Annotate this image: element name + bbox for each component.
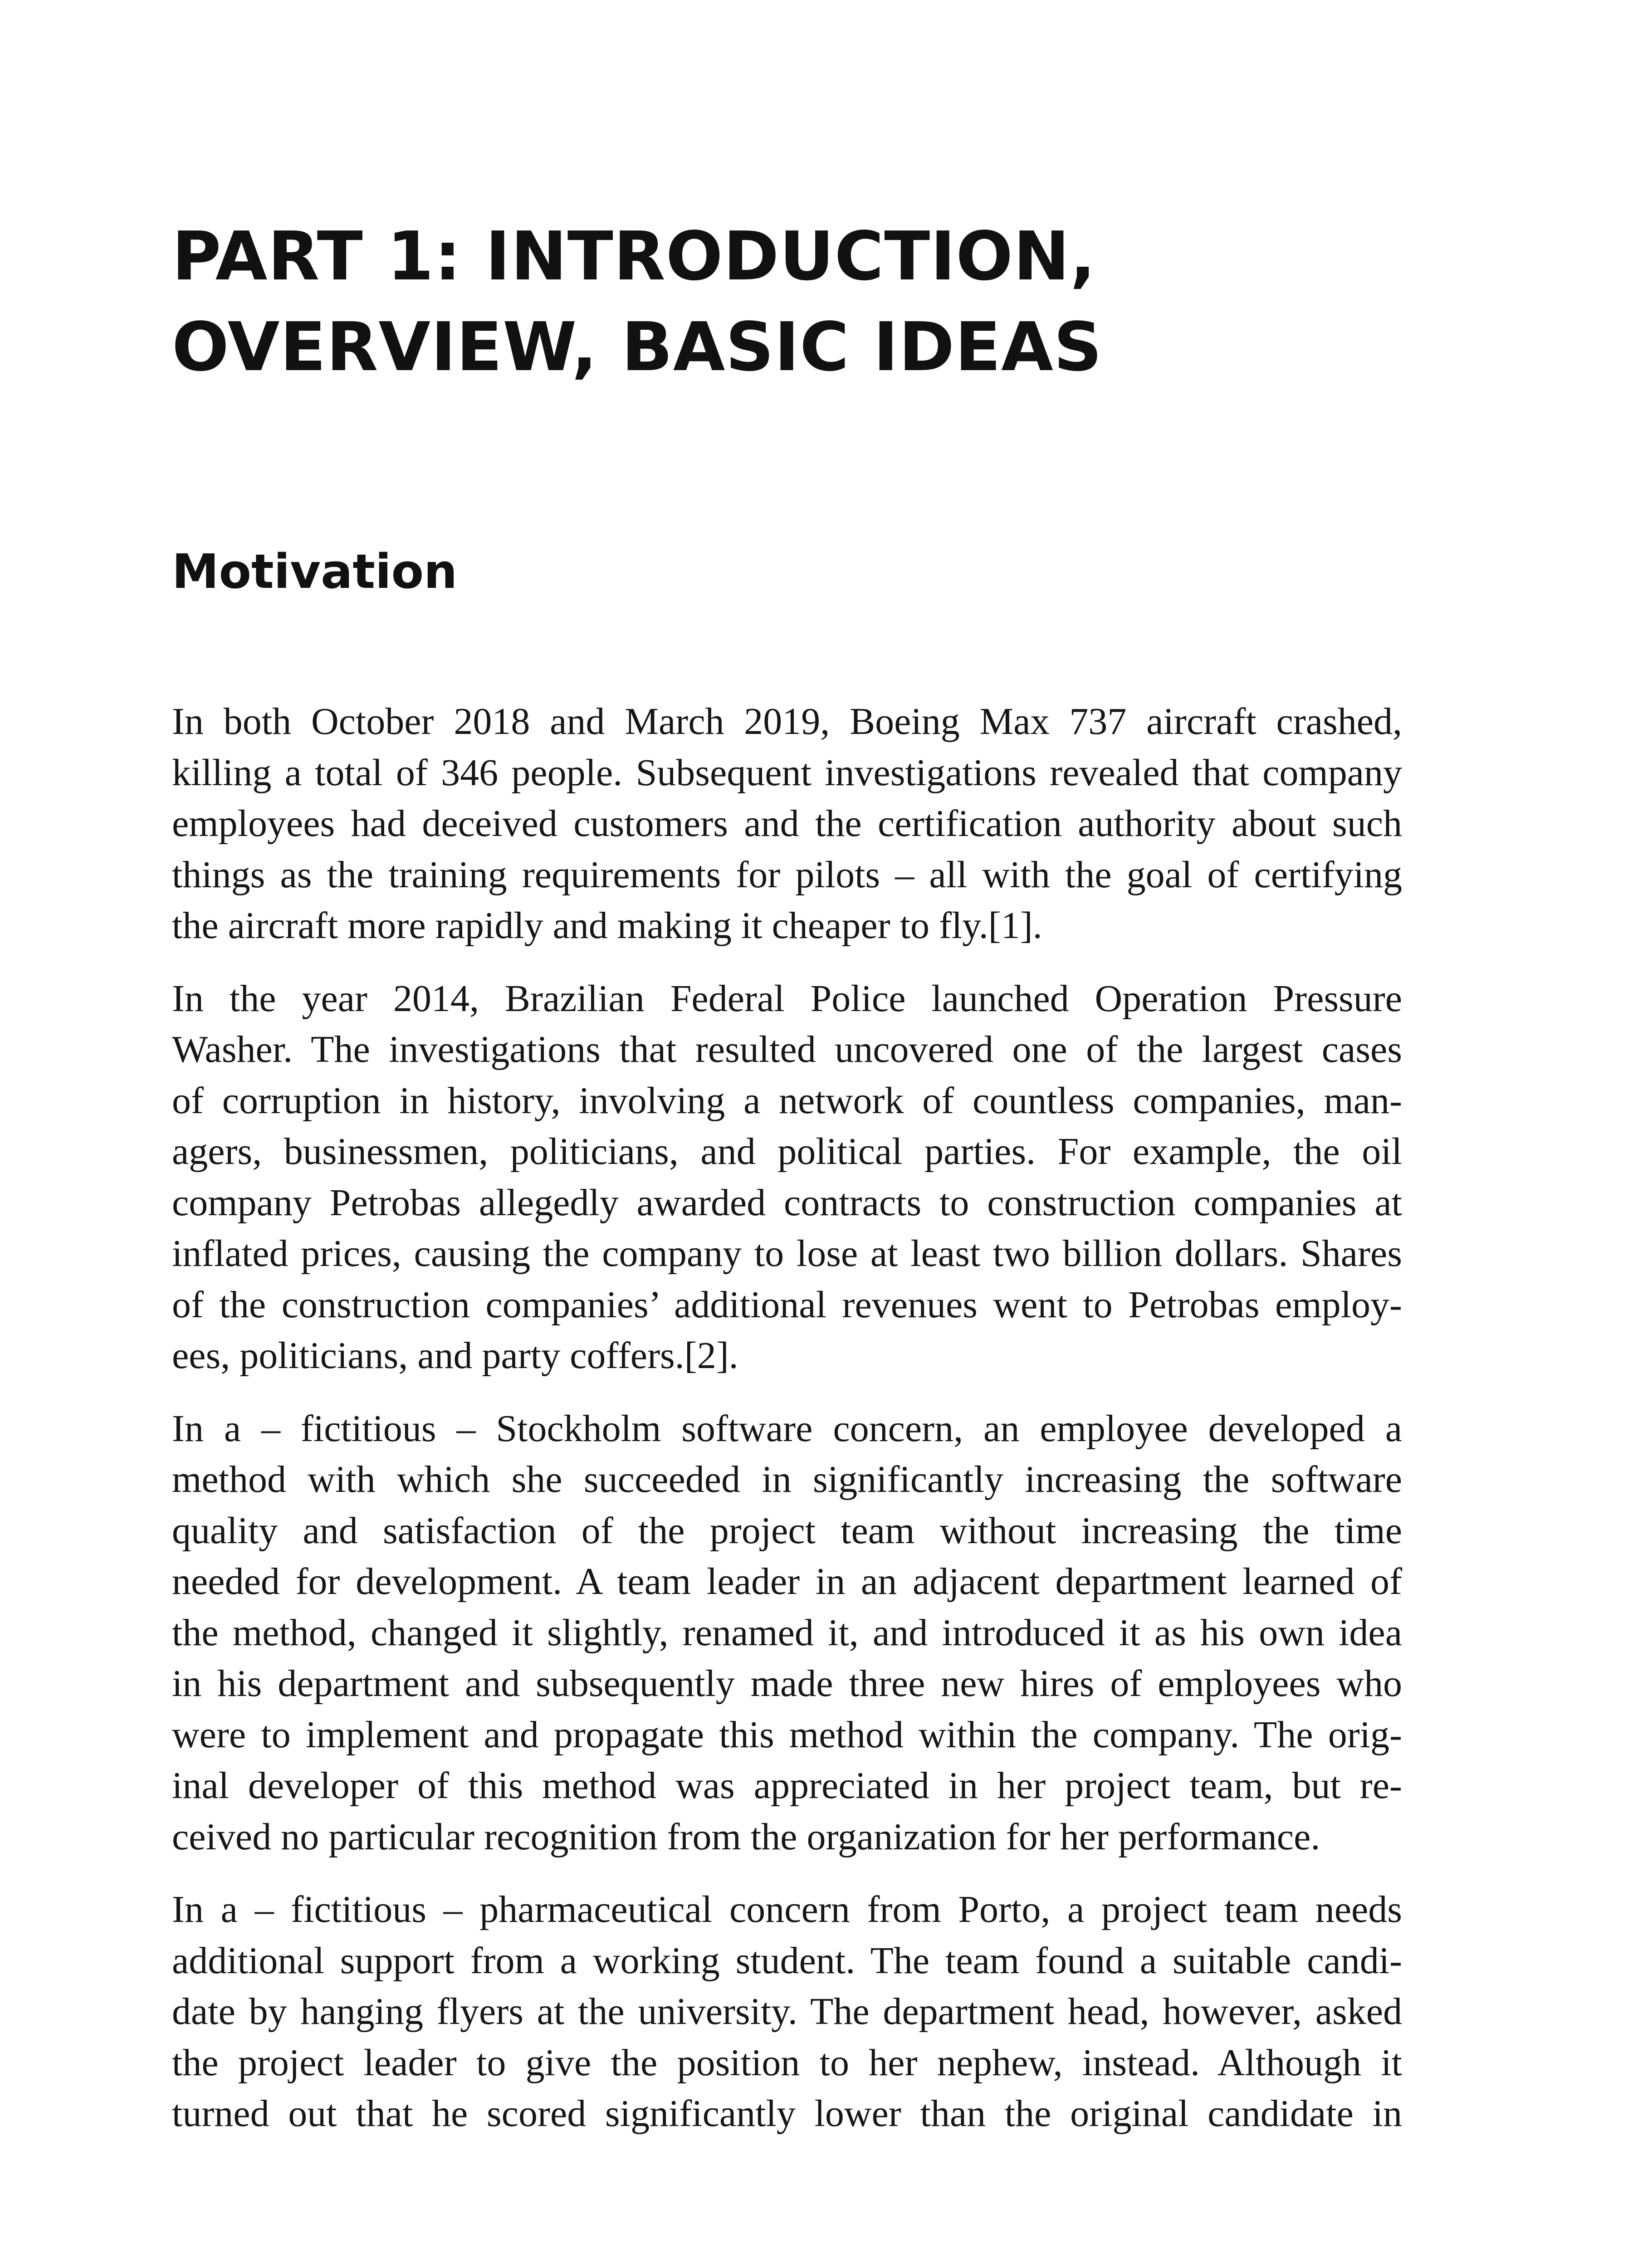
text-line: quality and satisfaction of the project team without increasing the time: [172, 1509, 1402, 1552]
text-line: date by hanging flyers at the university. The department head, however, asked: [172, 1990, 1402, 2033]
text-line: needed for development. A team leader in an adjacent department learned of: [172, 1560, 1402, 1603]
text-line: inflated prices, causing the company to lose at least two billion dollars. Shares: [172, 1232, 1402, 1275]
paragraph-porto: [172, 1884, 1402, 2140]
paragraph-petrobas: [172, 973, 1402, 1382]
text-line: turned out that he scored significantly lower than the original candidate in: [172, 2092, 1402, 2135]
paragraph-stockholm: [172, 1403, 1402, 1863]
text-line: the project leader to give the position to her nephew, instead. Although it: [172, 2041, 1402, 2084]
text-line: In both October 2018 and March 2019, Boeing Max 737 aircraft crashed,: [172, 700, 1402, 743]
text-line: things as the training requirements for pilots – all with the goal of certifying: [172, 853, 1402, 896]
text-line: In the year 2014, Brazilian Federal Police launched Operation Pressure: [172, 977, 1402, 1020]
text-line: were to implement and propagate this method within the company. The orig-: [172, 1713, 1402, 1756]
text-line: killing a total of 346 people. Subsequent investigations revealed that company: [172, 751, 1402, 794]
text-line: Washer. The investigations that resulted uncovered one of the largest cases: [172, 1028, 1402, 1070]
text-line: the aircraft more rapidly and making it cheaper to fly.[1].: [172, 904, 1042, 947]
text-line: In a – fictitious – Stockholm software concern, an employee developed a: [172, 1407, 1402, 1450]
text-line: In a – fictitious – pharmaceutical concern from Porto, a project team needs: [172, 1888, 1402, 1931]
text-line: ees, politicians, and party coffers.[2].: [172, 1334, 738, 1377]
text-line: the method, changed it slightly, renamed it, and introduced it as his own idea: [172, 1611, 1402, 1654]
paragraph-boeing: [172, 696, 1402, 952]
part-title: [172, 211, 1397, 392]
text-line: ceived no particular recognition from the organization for her performance.: [172, 1815, 1320, 1858]
text-line: in his department and subsequently made three new hires of employees who: [172, 1662, 1402, 1705]
text-line: additional support from a working student. The team found a suitable candi-: [172, 1939, 1402, 1982]
part-title-line: PART 1: INTRODUCTION,: [172, 217, 1096, 295]
text-line: company Petrobas allegedly awarded contracts to construction companies at: [172, 1181, 1402, 1224]
part-title-line: OVERVIEW, BASIC IDEAS: [172, 308, 1103, 386]
text-line: inal developer of this method was appreciated in her project team, but re-: [172, 1765, 1402, 1807]
section-heading: Motivation: [172, 544, 458, 599]
body-text: [172, 696, 1402, 2161]
text-line: agers, businessmen, politicians, and political parties. For example, the oil: [172, 1130, 1402, 1173]
text-line: of the construction companies’ additional revenues went to Petrobas employ-: [172, 1283, 1402, 1326]
text-line: method with which she succeeded in significantly increasing the software: [172, 1458, 1402, 1501]
text-line: of corruption in history, involving a network of countless companies, man-: [172, 1079, 1402, 1122]
text-line: employees had deceived customers and the certification authority about such: [172, 802, 1402, 845]
